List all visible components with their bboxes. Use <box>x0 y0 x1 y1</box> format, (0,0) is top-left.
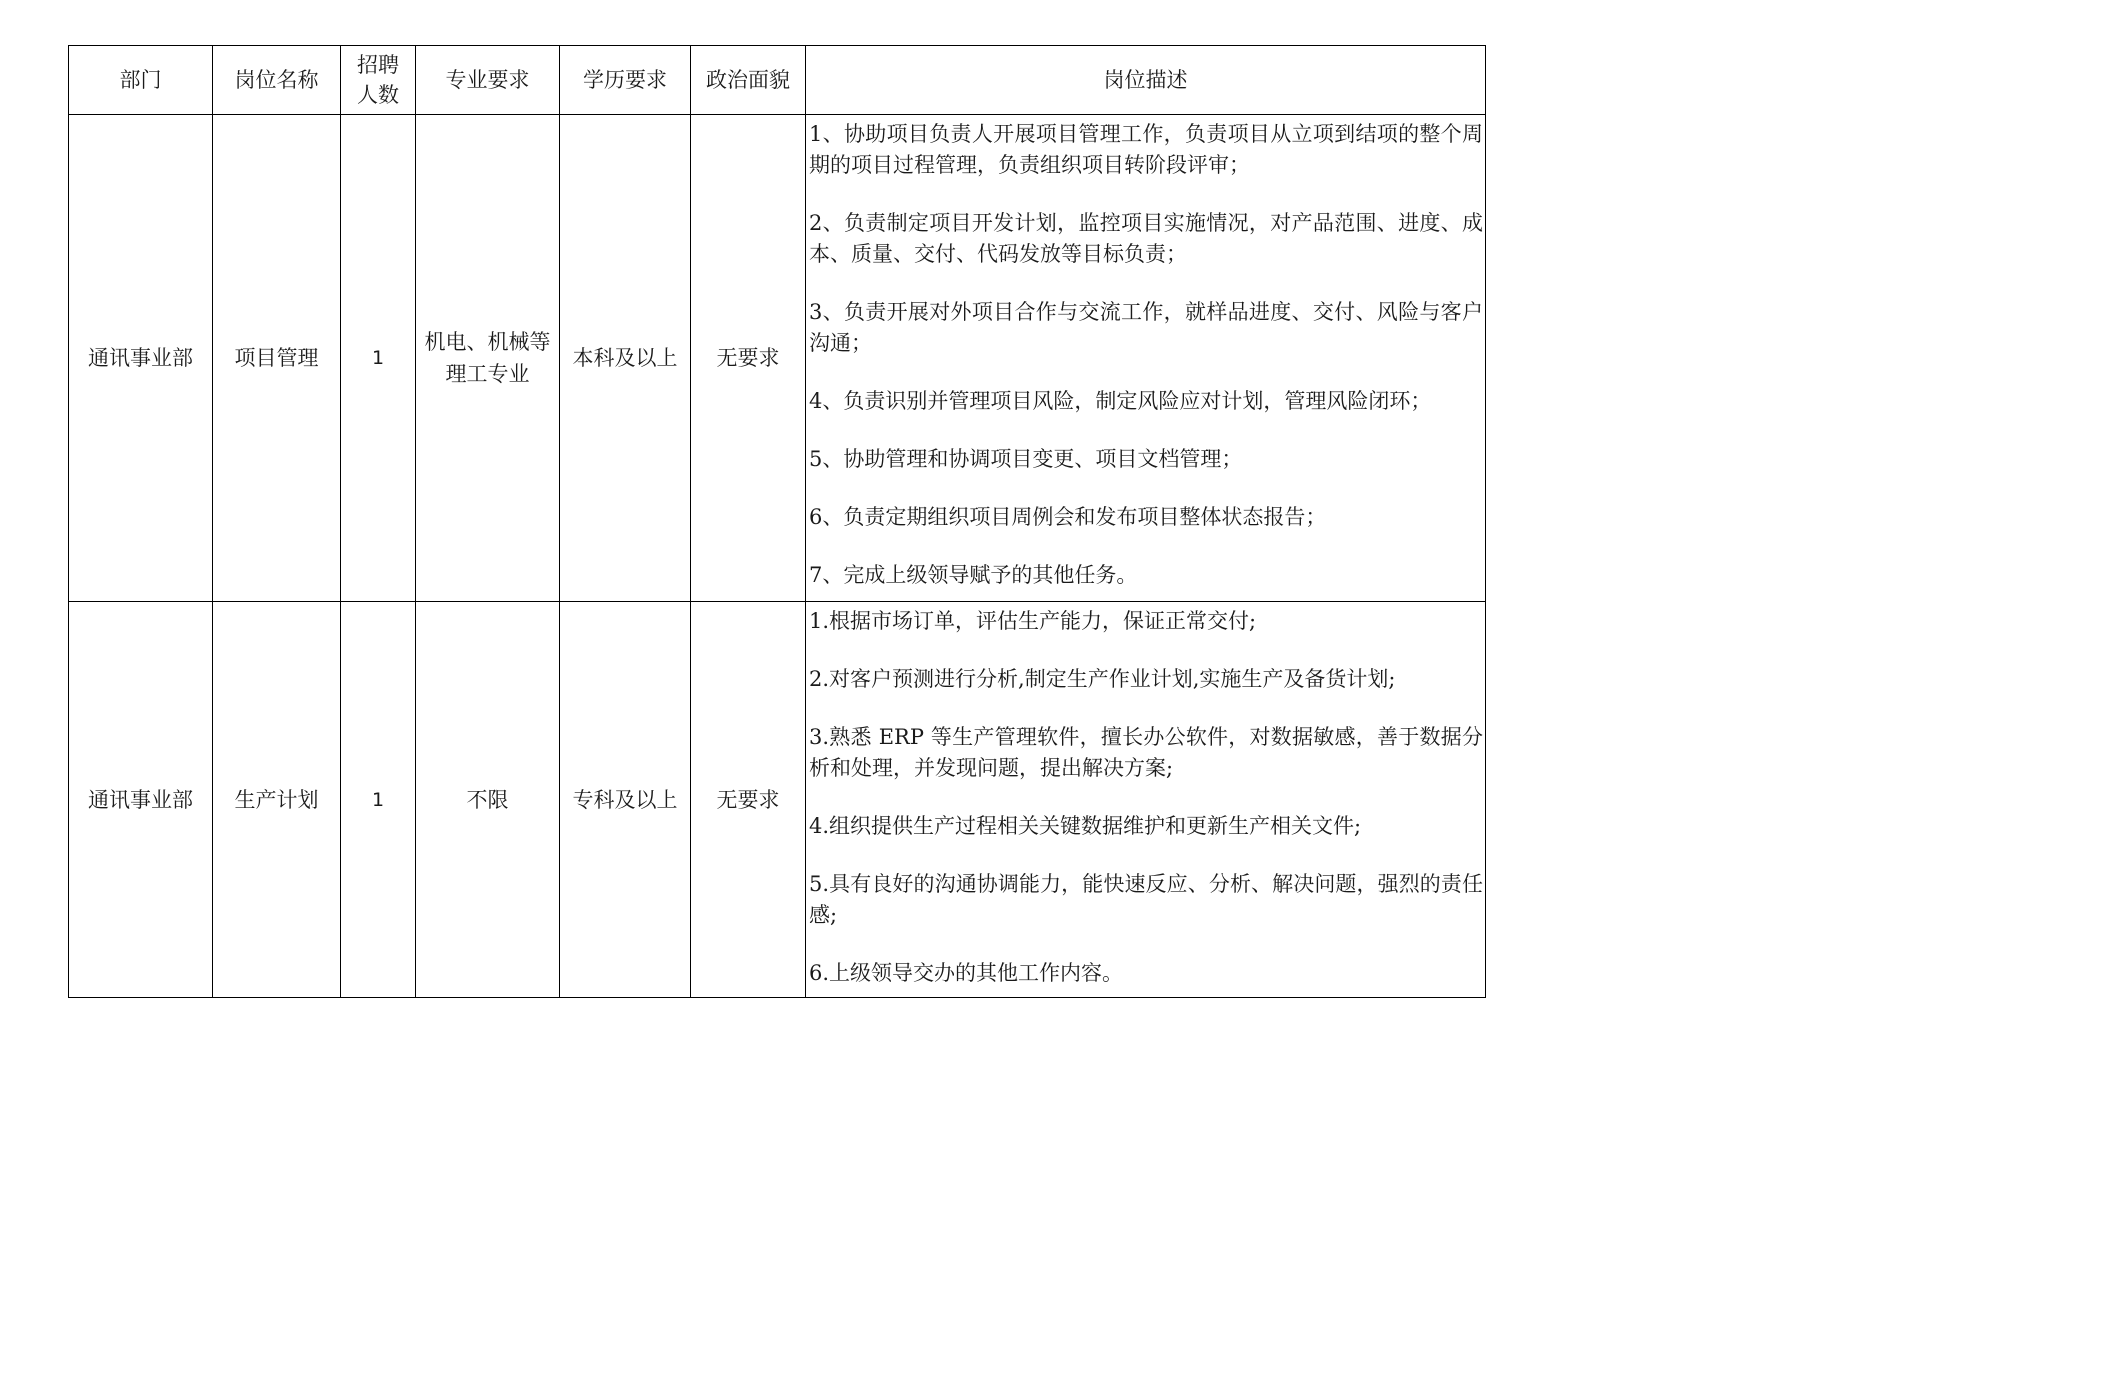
duty-item: 5.具有良好的沟通协调能力，能快速反应、分析、解决问题，强烈的责任感; <box>809 872 1483 927</box>
header-major: 专业要求 <box>416 46 560 115</box>
duty-item: 7、完成上级领导赋予的其他任务。 <box>809 563 1138 587</box>
cell-major-line1: 机电、机械等 <box>424 330 551 354</box>
cell-headcount: 1 <box>341 115 416 602</box>
cell-major <box>416 115 560 602</box>
cell-political: 无要求 <box>691 602 806 998</box>
cell-education: 本科及以上 <box>560 115 691 602</box>
header-headcount-line1: 招聘 <box>357 53 399 77</box>
cell-headcount: 1 <box>341 602 416 998</box>
duty-item: 5、协助管理和协调项目变更、项目文档管理； <box>809 447 1243 471</box>
cell-position: 项目管理 <box>213 115 341 602</box>
cell-major-line2: 理工专业 <box>445 362 530 386</box>
header-education: 学历要求 <box>560 46 691 115</box>
cell-department: 通讯事业部 <box>69 602 213 998</box>
cell-description <box>806 115 1486 602</box>
header-headcount-line2: 人数 <box>357 83 399 107</box>
duty-item: 6.上级领导交办的其他工作内容。 <box>809 961 1124 985</box>
cell-description <box>806 602 1486 998</box>
header-position: 岗位名称 <box>213 46 341 115</box>
duty-item: 2、负责制定项目开发计划，监控项目实施情况，对产品范围、进度、成本、质量、交付、代码发放等目标负责； <box>809 211 1483 266</box>
recruitment-table <box>68 45 1486 998</box>
duty-item: 3、负责开展对外项目合作与交流工作，就样品进度、交付、风险与客户沟通； <box>809 300 1483 355</box>
duty-item: 2.对客户预测进行分析,制定生产作业计划,实施生产及备货计划; <box>809 667 1396 691</box>
duty-item: 3.熟悉 ERP 等生产管理软件，擅长办公软件，对数据敏感，善于数据分析和处理，并发现问题，提出解决方案; <box>809 725 1483 780</box>
cell-major: 不限 <box>416 602 560 998</box>
cell-education: 专科及以上 <box>560 602 691 998</box>
header-description: 岗位描述 <box>806 46 1486 115</box>
header-department: 部门 <box>69 46 213 115</box>
duty-item: 1.根据市场订单，评估生产能力，保证正常交付; <box>809 609 1257 633</box>
cell-political: 无要求 <box>691 115 806 602</box>
duty-item: 1、协助项目负责人开展项目管理工作，负责项目从立项到结项的整个周期的项目过程管理，负责组织项目转阶段评审； <box>809 122 1483 177</box>
duty-item: 6、负责定期组织项目周例会和发布项目整体状态报告； <box>809 505 1327 529</box>
cell-position: 生产计划 <box>213 602 341 998</box>
header-headcount <box>341 46 416 115</box>
table-row <box>69 602 1486 998</box>
duty-item: 4、负责识别并管理项目风险，制定风险应对计划，管理风险闭环； <box>809 389 1432 413</box>
cell-department: 通讯事业部 <box>69 115 213 602</box>
header-political: 政治面貌 <box>691 46 806 115</box>
duty-item: 4.组织提供生产过程相关关键数据维护和更新生产相关文件; <box>809 814 1362 838</box>
table-row <box>69 115 1486 602</box>
header-row <box>69 46 1486 115</box>
